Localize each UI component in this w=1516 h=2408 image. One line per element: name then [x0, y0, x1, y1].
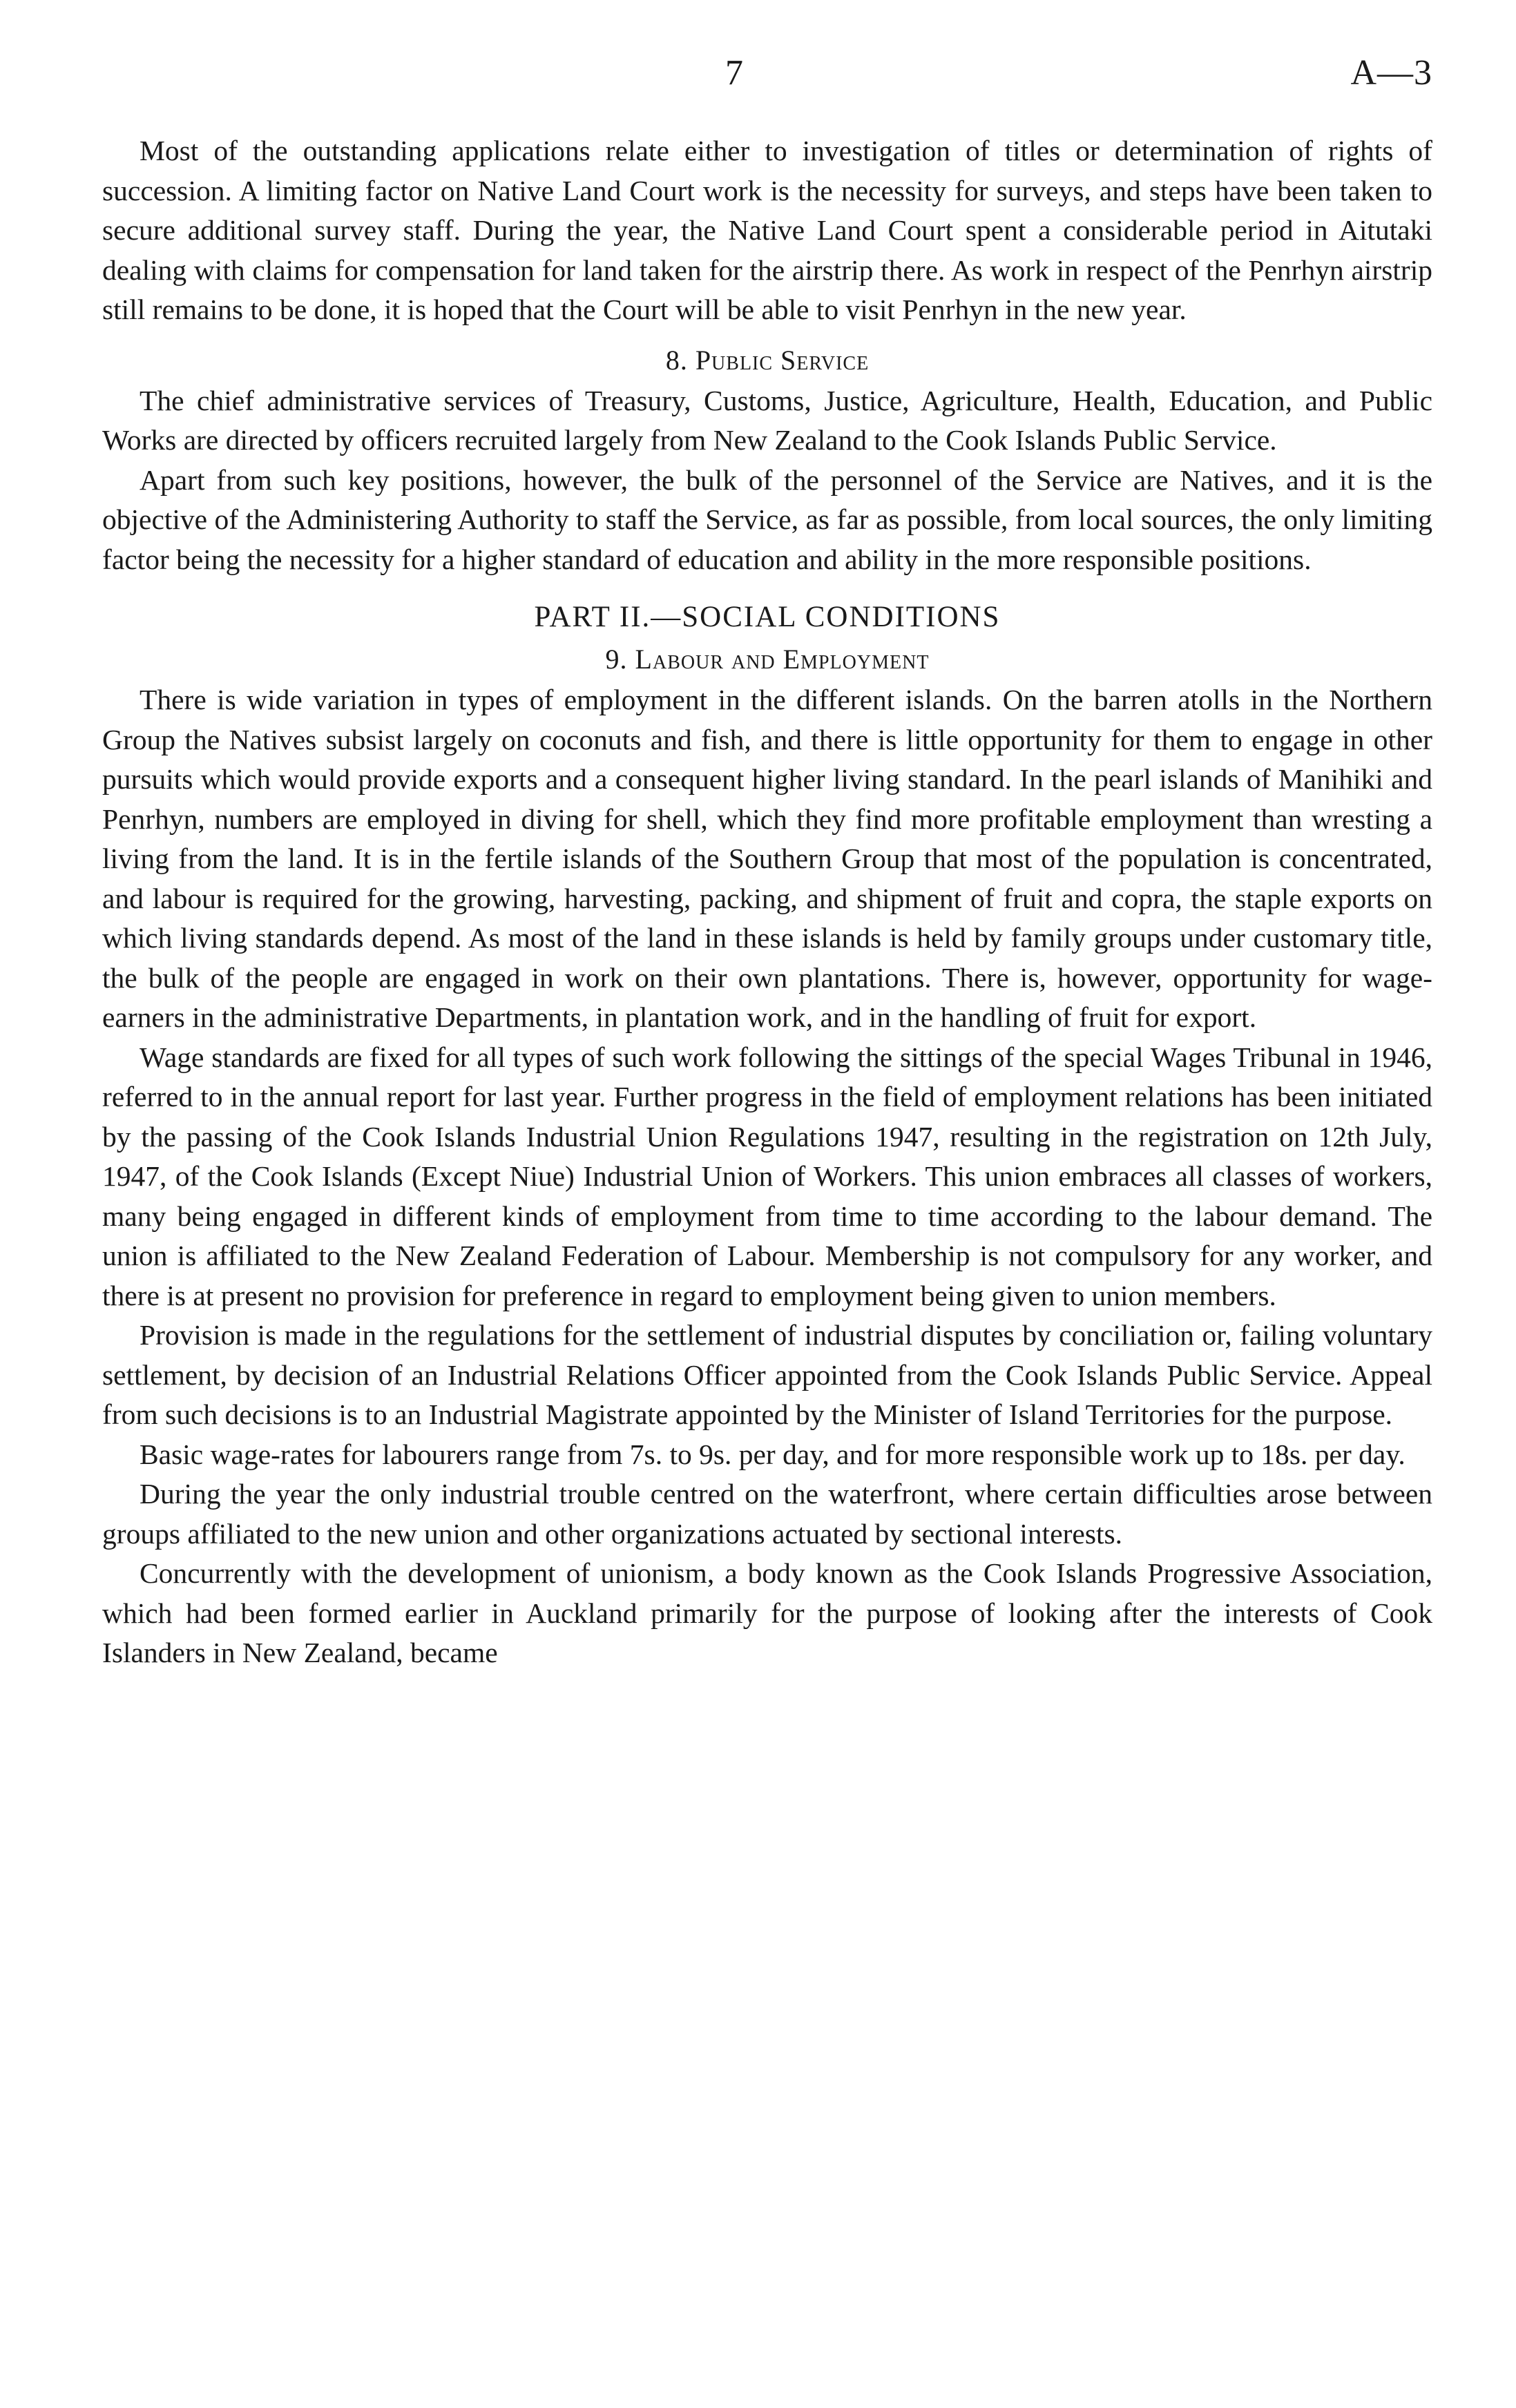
paragraph-labour-2: Wage standards are fixed for all types of such work following the sittings of the special Wages Tribunal in 1946, referred to in the annual report for last year. Further progress in the field of employment relations has been initiated by the passing of the Cook Islands Industrial Union Regulations 1947, resulting in the registration on 12th July, 1947, of the Cook Islands (Except Niue) Industrial Union of Workers. This union embraces all classes of workers, many being engaged in different kinds of employment from time to time according to the labour demand. The union is affiliated to the New Zealand Federation of Labour. Membership is not compulsory for any worker, and there is at present no provision for preference in regard to employment being given to union members.: [102, 1041, 1432, 1311]
page-number: 7: [725, 53, 743, 93]
document-reference: A—3: [1350, 53, 1432, 93]
page-header: [102, 55, 1432, 131]
paragraph-intro: Most of the outstanding applications relate either to investigation of titles or determination of rights of succession. A limiting factor on Native Land Court work is the necessity for surveys, and steps have been taken to secure additional survey staff. During the year, the Native Land Court spent a considerable period in Aitutaki dealing with claims for compensation for land taken for the airstrip there. As work in respect of the Penrhyn airstrip still remains to be done, it is hoped that the Court will be able to visit Penrhyn in the new year.: [102, 135, 1432, 325]
paragraph-labour-4: Basic wage-rates for labourers range from 7s. to 9s. per day, and for more responsible work up to 18s. per day.: [140, 1438, 1405, 1470]
paragraph-public-service-2: Apart from such key positions, however, the bulk of the personnel of the Service are Natives, and it is the objective of the Administering Authority to staff the Service, as far as possible, from local sources, the only limiting factor being the necessity for a higher standard of education and ability in the more responsible positions.: [102, 463, 1432, 575]
paragraph-public-service-1: The chief administrative services of Treasury, Customs, Justice, Agriculture, Health, Education, and Public Works are directed by officers recruited largely from New Zealand to the Cook Islands Public Service.: [102, 384, 1432, 456]
paragraph-labour-6: Concurrently with the development of unionism, a body known as the Cook Islands Progressive Association, which had been formed earlier in Auckland primarily for the purpose of looking after the interests of Cook Islanders in New Zealand, became: [102, 1557, 1432, 1668]
document-page: [102, 55, 1432, 1673]
paragraph-labour-5: During the year the only industrial trouble centred on the waterfront, where certain difficulties arose between groups affiliated to the new union and other organizations actuated by sectional interests.: [102, 1478, 1432, 1550]
section-heading-public-service: 8. Public Service: [665, 344, 870, 376]
part-heading-social-conditions: PART II.—SOCIAL CONDITIONS: [534, 601, 1001, 633]
paragraph-labour-3: Provision is made in the regulations for the settlement of industrial disputes by conciliation or, failing voluntary settlement, by decision of an Industrial Relations Officer appointed from the Cook Islands Public Service. Appeal from such decisions is to an Industrial Magistrate appointed by the Minister of Island Territories for the purpose.: [102, 1319, 1432, 1430]
paragraph-labour-1: There is wide variation in types of employment in the different islands. On the barren atolls in the Northern Group the Natives subsist largely on coconuts and fish, and there is little opportunity for them to engage in other pursuits which would provide exports and a consequent higher living standard. In the pearl islands of Manihiki and Penrhyn, numbers are employed in diving for shell, which they find more profitable employment than wresting a living from the land. It is in the fertile islands of the Southern Group that most of the population is concentrated, and labour is required for the growing, harvesting, packing, and shipment of fruit and copra, the staple exports on which living standards depend. As most of the land in these islands is held by family groups under customary title, the bulk of the people are engaged in work on their own plantations. There is, however, opportunity for wage-earners in the administrative Departments, in plantation work, and in the handling of fruit for export.: [102, 684, 1432, 1033]
section-heading-labour-employment: 9. Labour and Employment: [605, 644, 930, 675]
